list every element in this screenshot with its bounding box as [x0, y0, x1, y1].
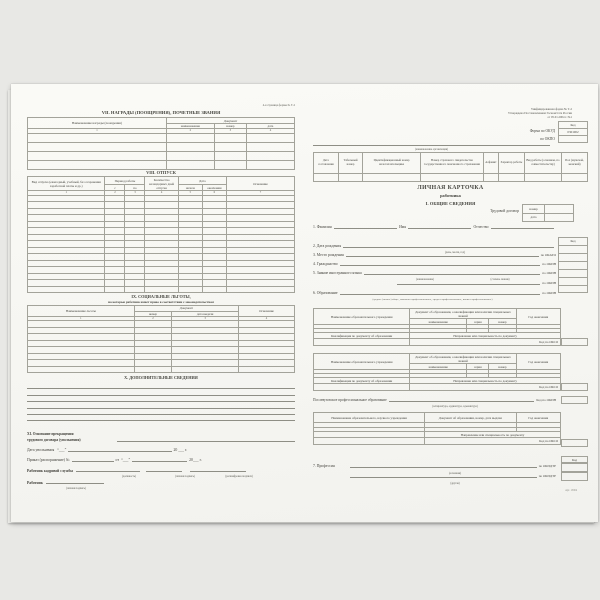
- okpdtr-code-box: [561, 463, 588, 472]
- language2-line: [397, 284, 540, 285]
- direction-label: Направление или специальность по документу: [410, 333, 561, 339]
- worker-signature-caption: (личная подпись): [66, 487, 86, 490]
- hr-officer-row: [27, 469, 246, 473]
- col-doc-number: номер: [134, 311, 171, 316]
- firstname-line: [408, 228, 471, 229]
- form-ref-line2: Утверждена Постановлением Госкомстата России: [508, 111, 572, 116]
- col-institution: Наименование образовательного, научного учреждения: [314, 413, 425, 423]
- empty-row: [28, 133, 295, 142]
- education-label: 6. Образование: [313, 291, 338, 295]
- okpdtr-label: по ОКПДТР: [538, 474, 556, 478]
- empty-row: [28, 142, 295, 151]
- field-birthplace-row: [313, 253, 556, 257]
- education-okin-cell: [559, 286, 587, 294]
- patronymic-label: Отчество: [473, 225, 489, 229]
- position-caption: (должность): [121, 475, 137, 478]
- col-education-doc: Документ об образовании, о квалификации или наличии специальных знаний: [410, 354, 516, 364]
- blank-line: [68, 451, 171, 452]
- col-vacation-kind: Вид отпуска (ежегодный, учебный, без сохранения заработной платы и др.): [28, 177, 105, 191]
- vacation-table-wrap: [27, 176, 295, 293]
- card-subtitle: работника: [440, 192, 461, 198]
- vacation-table: [27, 176, 295, 293]
- additional-info-lines: [27, 383, 295, 421]
- language-line: [364, 274, 541, 275]
- section11-title-line2: трудового договора (увольнения): [27, 437, 81, 442]
- worker-row: [27, 481, 104, 485]
- col-doc-date: дата: [246, 124, 294, 129]
- column-numbers-row: 1 2 3 4: [28, 316, 295, 321]
- okud-label: Форма по ОКУД: [529, 129, 555, 133]
- col-doc-series: серия: [467, 364, 489, 370]
- empty-row: [28, 151, 295, 160]
- empty-row: [28, 160, 295, 169]
- okso-code-box: [561, 338, 588, 346]
- okud-value: 0301002: [559, 129, 587, 136]
- citizenship-okin-cell: [559, 262, 587, 270]
- empty-row: [28, 366, 295, 373]
- okso-code-box: [561, 383, 588, 391]
- article-number: Арт. 13004: [565, 489, 577, 492]
- okin-code-label: Код по ОКИН: [536, 398, 556, 402]
- okato-label: по ОКАТО: [540, 253, 556, 257]
- code-header: Код: [559, 122, 587, 129]
- signature-caption: (личная подпись): [175, 475, 195, 478]
- okin-label: по ОКИН: [542, 262, 556, 266]
- section9-title: IX. СОЦИАЛЬНЫЕ ЛЬГОТЫ,: [131, 294, 191, 299]
- blank-line: [72, 461, 114, 462]
- okato-code-cell: [559, 254, 587, 262]
- awards-table: [27, 117, 295, 170]
- col-doc-name: наименование: [410, 319, 467, 325]
- form-reference: [440, 107, 572, 120]
- okpo-label: по ОКПО: [540, 136, 555, 141]
- col-institution: Наименование образовательного учреждения: [314, 354, 410, 370]
- col-compile-date: Дата составления: [314, 153, 339, 174]
- direction-label: Направление или специальность по документу: [425, 432, 561, 438]
- language-name-caption: (наименование): [415, 278, 435, 281]
- signature-line: [146, 469, 182, 472]
- language-level-caption: (степень знания): [490, 278, 510, 281]
- col-alphabet: Алфавит: [483, 153, 498, 174]
- language-okin-cell: [559, 270, 587, 278]
- col-sex: Пол (мужской, женский): [561, 153, 587, 174]
- okso-code-box: [561, 439, 588, 447]
- dismissal-date-row: [27, 448, 187, 452]
- column-numbers-row: 1 2 3 4 5 6 7: [28, 191, 295, 196]
- order-label: Приказ (распоряжение) №: [27, 457, 70, 462]
- citizenship-label: 4. Гражданство: [313, 262, 338, 266]
- field-surname-row: [313, 225, 556, 229]
- okso-label: Код по ОКСО: [425, 438, 561, 445]
- organization-name-caption: (наименование организации): [414, 147, 449, 151]
- position-line: [76, 469, 140, 472]
- header-table: [313, 152, 588, 182]
- hr-officer-label: Работник кадровой службы: [27, 468, 74, 473]
- birthplace-line: [346, 256, 539, 257]
- col-personnel-number: Табельный номер: [338, 153, 363, 174]
- col-education-doc: Документ об образовании, о квалификации или наличии специальных знаний: [410, 309, 516, 319]
- dismissal-date-tail: 20 ___ г.: [173, 448, 187, 452]
- header-table-wrap: [313, 152, 588, 182]
- signature-decode-caption: (расшифровка подписи): [225, 475, 253, 478]
- col-education-doc: Документ об образовании, номер, дата выдачи: [425, 413, 516, 423]
- form-ref-line1: Унифицированная форма № Т-2: [530, 107, 572, 111]
- citizenship-line: [340, 265, 541, 266]
- contract-date-label: дата: [523, 214, 545, 222]
- birthdate-label: 2. Дата рождения: [313, 244, 342, 248]
- qualification-cell: [314, 339, 410, 346]
- page-note: 4-я страница формы № Т-2: [262, 104, 295, 107]
- profession-main-line: [350, 467, 537, 468]
- education-caption: (среднее (полное) общее, начальное профессиональное, среднее профессиональное, высшее профессиональное): [372, 298, 493, 301]
- card-title: ЛИЧНАЯ КАРТОЧКА: [417, 185, 484, 191]
- postgraduate-line: [389, 401, 535, 402]
- col-doc-series: серия: [467, 319, 489, 325]
- col-graduation-year: Год окончания: [516, 309, 560, 325]
- postgraduate-caption: (аспирантура, ординатура, адъюнктура): [432, 405, 478, 408]
- section1-title: I. ОБЩИЕ СВЕДЕНИЯ: [425, 200, 476, 206]
- okso-label: Код по ОКСО: [410, 339, 561, 346]
- postgraduate-table: [313, 412, 561, 445]
- benefits-table: [27, 305, 295, 373]
- profession-code-header: Код: [561, 456, 588, 463]
- section10-title: X. ДОПОЛНИТЕЛЬНЫЕ СВЕДЕНИЯ: [124, 375, 198, 380]
- contract-number-label: номер: [523, 205, 545, 213]
- okpdtr-code-box: [561, 472, 588, 481]
- blank-line: [27, 415, 295, 421]
- education-line: [340, 294, 541, 295]
- postgraduate-row: [313, 398, 556, 402]
- col-inn: Идентификационный номер налогоплательщика: [363, 153, 421, 174]
- section9-subtitle: на которые работник имеет право в соответствии с законодательством: [108, 299, 214, 304]
- benefits-table-wrap: [27, 305, 295, 373]
- termination-reason-line: [117, 434, 295, 442]
- col-basis: Основание: [238, 306, 294, 317]
- okpo-value-cell: [559, 136, 587, 142]
- profession-other-line: [350, 477, 537, 478]
- birthdate-caption: (день, месяц, год): [444, 251, 466, 254]
- language-label: 5. Знание иностранного языка: [313, 271, 362, 275]
- qualification-label: Квалификация по документу об образовании: [314, 378, 410, 384]
- dismissal-date-label: Дата увольнения: [27, 448, 55, 452]
- surname-label: 1. Фамилия: [313, 225, 332, 229]
- field-education-row: [313, 291, 556, 295]
- field-citizenship-row: [313, 262, 556, 266]
- profession-other-caption: (другая): [450, 482, 460, 485]
- profession-other-row: [348, 474, 556, 478]
- okin-label: по ОКИН: [542, 281, 556, 285]
- awards-table-wrap: [27, 117, 295, 170]
- col-document: Документ: [166, 118, 294, 124]
- column-numbers-row: 1 2 3 4: [28, 129, 295, 134]
- signature-decode-line: [190, 469, 246, 472]
- okud-code-box: [558, 121, 588, 143]
- day-blank: “___”: [57, 448, 67, 452]
- worker-signature-line: [46, 481, 104, 484]
- col-work-nature: Характер работы: [498, 153, 524, 174]
- order-tail: 20___ г.: [189, 457, 202, 462]
- col-graduation-year: Год окончания: [516, 354, 560, 370]
- contract-number-cell: [545, 205, 573, 213]
- col-date: Дата: [178, 177, 226, 185]
- labor-contract-box: [522, 204, 574, 222]
- language2-okin-cell: [559, 278, 587, 286]
- labor-contract-label: Трудовой договор: [490, 209, 519, 213]
- postgraduate-table-wrap: [313, 412, 561, 445]
- col-graduation-year: Год окончания: [516, 413, 560, 423]
- firstname-label: Имя: [399, 225, 406, 229]
- birthdate-code-cell: [559, 246, 587, 254]
- worker-label: Работник: [27, 480, 43, 485]
- col-date-end: окончания: [202, 185, 226, 191]
- profession-main-row: [348, 464, 556, 468]
- col-period-to: по: [125, 185, 145, 191]
- col-doc-number: номер: [214, 124, 246, 129]
- profession-label: 7. Профессия: [313, 464, 335, 468]
- birthplace-label: 3. Место рождения: [313, 253, 344, 257]
- col-period-from: с: [105, 185, 125, 191]
- blank-line: [132, 461, 187, 462]
- code-column-header: Код: [559, 238, 587, 246]
- postgraduate-label: Послевузовское профессиональное образование: [313, 398, 387, 402]
- col-work-type: Вид работы (основная, по совместительству): [524, 153, 561, 174]
- code-column: [558, 237, 588, 293]
- education-table1-wrap: [313, 308, 561, 346]
- col-doc-issue-date: дата выдачи: [172, 311, 239, 316]
- education-table: [313, 308, 561, 346]
- section7-title: VII. НАГРАДЫ (ПООЩРЕНИЯ), ПОЧЕТНЫЕ ЗВАНИЯ: [101, 110, 221, 115]
- empty-cell: [314, 438, 425, 445]
- col-doc-number: номер: [489, 319, 516, 325]
- profession-main-caption: (основная): [448, 472, 462, 475]
- education-table: [313, 353, 561, 391]
- okin-label: по ОКИН: [542, 271, 556, 275]
- order-row: [27, 458, 257, 462]
- empty-row: [28, 286, 295, 293]
- col-doc-name: наименование: [166, 124, 214, 129]
- direction-label: Направление или специальность по документу: [410, 378, 561, 384]
- col-calendar-days: Количество календарных дней отпуска: [145, 177, 178, 191]
- empty-row: [314, 174, 588, 182]
- field-language-row: [313, 271, 556, 275]
- col-doc-number: номер: [489, 364, 516, 370]
- contract-date-cell: [545, 214, 573, 222]
- col-work-period: Период работы: [105, 177, 145, 185]
- col-date-start: начала: [178, 185, 202, 191]
- okpdtr-label: по ОКПДТР: [538, 464, 556, 468]
- qualification-cell: [314, 384, 410, 391]
- order-from-label: от: [115, 457, 120, 462]
- okin-code-box: [561, 396, 588, 404]
- col-award-name: Наименование награды (поощрения): [28, 118, 167, 129]
- field-language2-row: [395, 281, 556, 285]
- form-ref-line3: от 05.01.2004 г. №1: [547, 115, 572, 120]
- birthdate-line: [343, 247, 554, 248]
- field-birthdate-row: [313, 244, 556, 248]
- col-pension-insurance-number: Номер страхового свидетельства государственного пенсионного страхования: [420, 153, 483, 174]
- col-document: Документ: [134, 306, 238, 312]
- col-institution: Наименование образовательного учреждения: [314, 309, 410, 325]
- section11-title-line1: XI. Основание прекращения: [27, 432, 74, 436]
- col-doc-name: наименование: [410, 364, 467, 370]
- col-benefit-name: Наименование льготы: [28, 306, 135, 317]
- okso-label: Код по ОКСО: [410, 384, 561, 391]
- section8-title: VIII. ОТПУСК: [146, 170, 176, 175]
- qualification-label: Квалификация по документу об образовании: [314, 333, 410, 339]
- col-basis: Основание: [226, 177, 294, 191]
- organization-name-line: [313, 140, 550, 146]
- day-blank: “___”: [121, 457, 131, 462]
- surname-line: [334, 228, 397, 229]
- education-table2-wrap: [313, 353, 561, 391]
- patronymic-line: [491, 228, 554, 229]
- okin-label: по ОКИН: [542, 291, 556, 295]
